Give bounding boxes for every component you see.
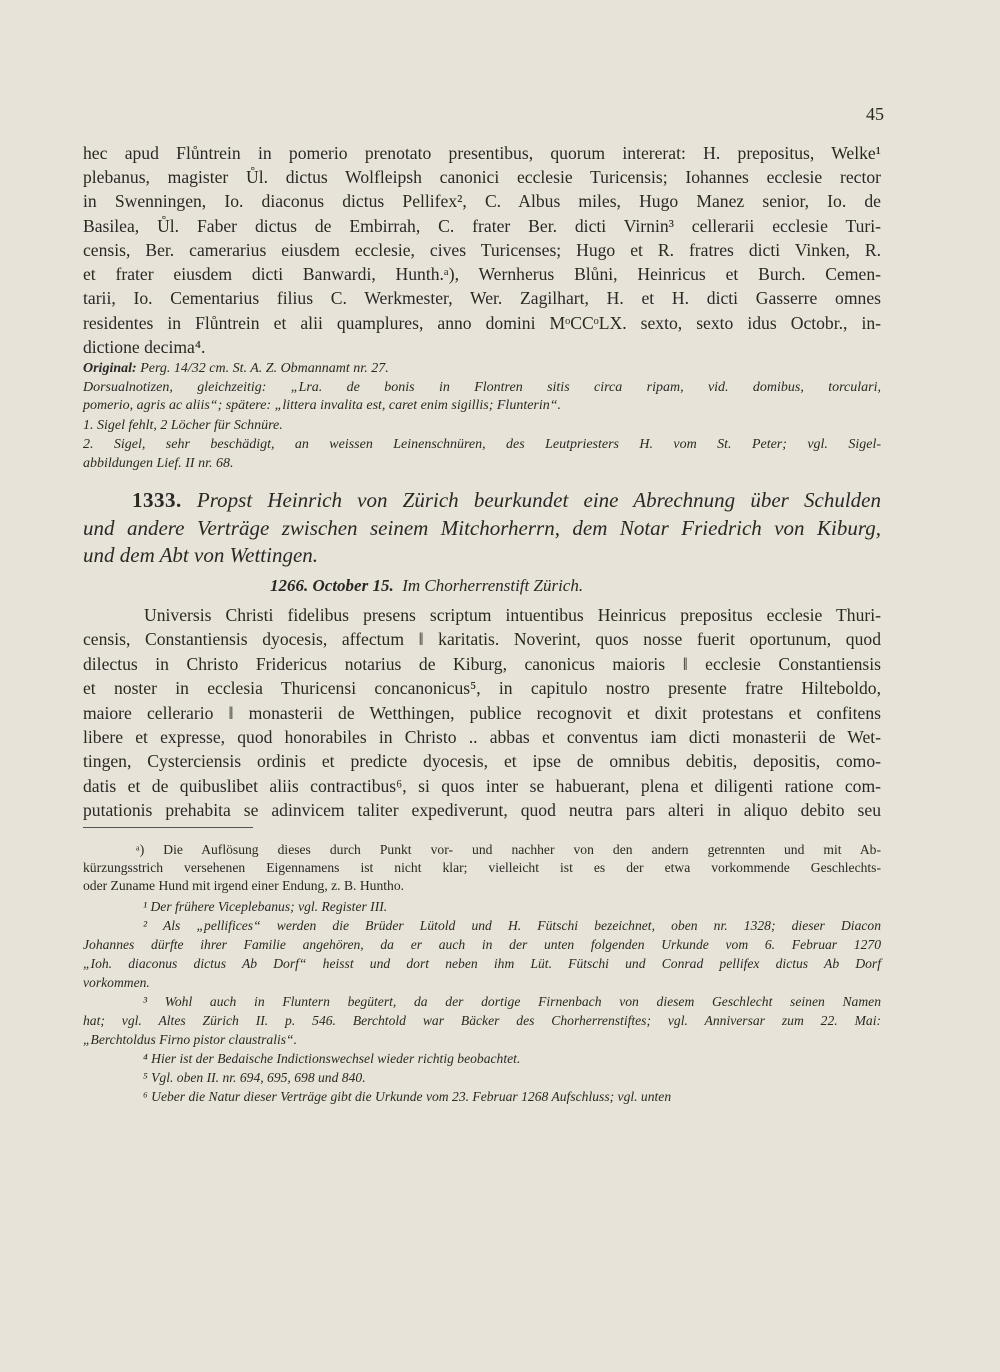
heading-line: und andere Verträge zwischen seinem Mitchorherrn, dem Notar Friedrich von Kiburg, [83,516,881,540]
text-line: Basilea, Ůl. Faber dictus de Embirrah, C. frater Ber. dicti Virnin³ cellerarii ecclesie Turi- [83,216,881,236]
seal-note: 1. Sigel fehlt, 2 Löcher für Schnüre. [83,418,283,433]
heading-line: und dem Abt von Wettingen. [83,543,319,567]
footnote-line: „Ioh. diaconus dictus Ab Dorf“ heisst und dort neben ihm Lüt. Fütschi und Conrad pellifex dictus Ab Dorf [83,956,881,971]
text-line: dictione decima⁴. [83,337,206,357]
footnote-line: vorkommen. [83,975,150,990]
footnote-line: ⁶ Ueber die Natur dieser Verträge gibt die Urkunde vom 23. Februar 1268 Aufschluss; vgl. unten [143,1089,672,1104]
body-line: dilectus in Christo Fridericus notarius de Kiburg, canonicus maioris ‖ ecclesie Constantiensis [83,654,881,674]
text-line: residentes in Flůntrein et alii quamplures, anno domini MᵒCCᵒLX. sexto, sexto idus Octobr., in- [83,313,881,333]
footnote-line: ³ Wohl auch in Fluntern begütert, da der dortige Firnenbach von diesem Geschlecht seinen Namen [143,994,881,1009]
seal-note: abbildungen Lief. II nr. 68. [83,456,234,471]
text-line: hec apud Flůntrein in pomerio prenotato presentibus, quorum intererat: H. prepositus, Welke¹ [83,143,881,163]
heading-text: Propst Heinrich von Zürich beurkundet eine Abrechnung über Schulden [181,488,881,512]
footnote-line: oder Zuname Hund mit irgend einer Endung, z. B. Huntho. [83,878,405,893]
footnote-line: hat; vgl. Altes Zürich II. p. 546. Berchtold war Bäcker des Chorherrenstiftes; vgl. Anniversar zum 22. Mai: [83,1013,881,1028]
body-line: libere et expresse, quod honorabiles in Christo .. abbas et conventus iam dicti monasterii de Wet- [83,727,881,747]
footnote-line: ᵃ) Die Auflösung dieses durch Punkt vor- und nachher von den andern getrennten und mit Ab- [136,842,881,857]
body-line: datis et de quibuslibet aliis contractibus⁶, si quos inter se habuerant, plena et diligenti ratione com- [83,776,881,796]
footnote-line: ⁴ Hier ist der Bedaische Indictionswechsel wieder richtig beobachtet. [143,1051,521,1066]
body-line: censis, Constantiensis dyocesis, affectum ‖ karitatis. Noverint, quos nosse fuerit oportunum, quod [83,629,881,649]
footnote-line: ¹ Der frühere Viceplebanus; vgl. Register III. [143,899,388,914]
text-line: et frater eiusdem dicti Banwardi, Hunth.ᵃ), Wernherus Blůni, Heinricus et Burch. Cemen- [83,264,881,284]
text-line: plebanus, magister Ůl. dictus Wolfleipsh canonici ecclesie Turicensis; Iohannes ecclesie rector [83,167,881,187]
seal-note: 2. Sigel, sehr beschädigt, an weissen Leinenschnüren, des Leutpriesters H. vom St. Peter; vgl. Sigel- [83,437,881,452]
footnote-divider [83,827,253,828]
body-line: tingen, Cysterciensis ordinis et predicte dyocesis, et ipse de omnibus debitis, depositis, como- [83,751,881,771]
document-date-line [270,576,720,596]
footnote-line: ⁵ Vgl. oben II. nr. 694, 695, 698 und 840. [143,1070,366,1085]
text-line: in Swenningen, Io. diaconus dictus Pellifex², C. Albus miles, Hugo Manez senior, Io. de [83,191,881,211]
text-line: tarii, Io. Cementarius filius C. Werkmester, Wer. Zagilhart, H. et H. dicti Gasserre omnes [83,288,881,308]
original-label: Original: [83,361,137,376]
original-note [83,361,881,377]
body-line: et noster in ecclesia Thuricensi concanonicus⁵, in capitulo nostro presente fratre Hilteboldo, [83,678,881,698]
document-heading [132,488,881,513]
body-line: Universis Christi fidelibus presens scriptum intuentibus Heinricus prepositus ecclesie Thuri- [144,605,881,625]
text-line: censis, Ber. camerarius eiusdem ecclesie, cives Turicenses; Hugo et R. fratres dicti Vinken, R. [83,240,881,260]
document-date: 1266. October 15. [270,576,394,595]
footnote-line: kürzungsstrich versehenen Eigennamens ist nicht klar; vielleicht ist es der etwa vorkommende Geschlechts- [83,860,881,875]
dorsual-note: Dorsualnotizen, gleichzeitig: „Lra. de bonis in Flontren sitis circa ripam, vid. domibus, torculari, [83,380,881,395]
body-line: putationis prehabita se adinvicem taliter expediverunt, quod neutra pars alteri in aliquo debito seu [83,800,881,820]
body-line: maiore cellerario ‖ monasterii de Wetthingen, publice recognovit et dixit protestans et confitens [83,703,881,723]
footnote-line: ² Als „pellifices“ werden die Brüder Lütold und H. Fütschi bezeichnet, oben nr. 1328; dieser Diacon [143,918,881,933]
document-place: Im Chorherrenstift Zürich. [402,576,584,595]
page-number: 45 [866,104,884,124]
footnote-line: Johannes dürfte ihrer Familie angehören, da er auch in der unten folgenden Urkunde vom 6. Februar 1270 [83,937,881,952]
document-number: 1333. [132,488,182,512]
footnote-line: „Berchtoldus Firno pistor claustralis“. [83,1032,297,1047]
dorsual-note: pomerio, agris ac aliis“; spätere: „littera invalita est, caret enim sigillis; Flunterin“. [83,398,562,413]
original-text: Perg. 14/32 cm. St. A. Z. Obmannamt nr. 27. [136,361,389,376]
